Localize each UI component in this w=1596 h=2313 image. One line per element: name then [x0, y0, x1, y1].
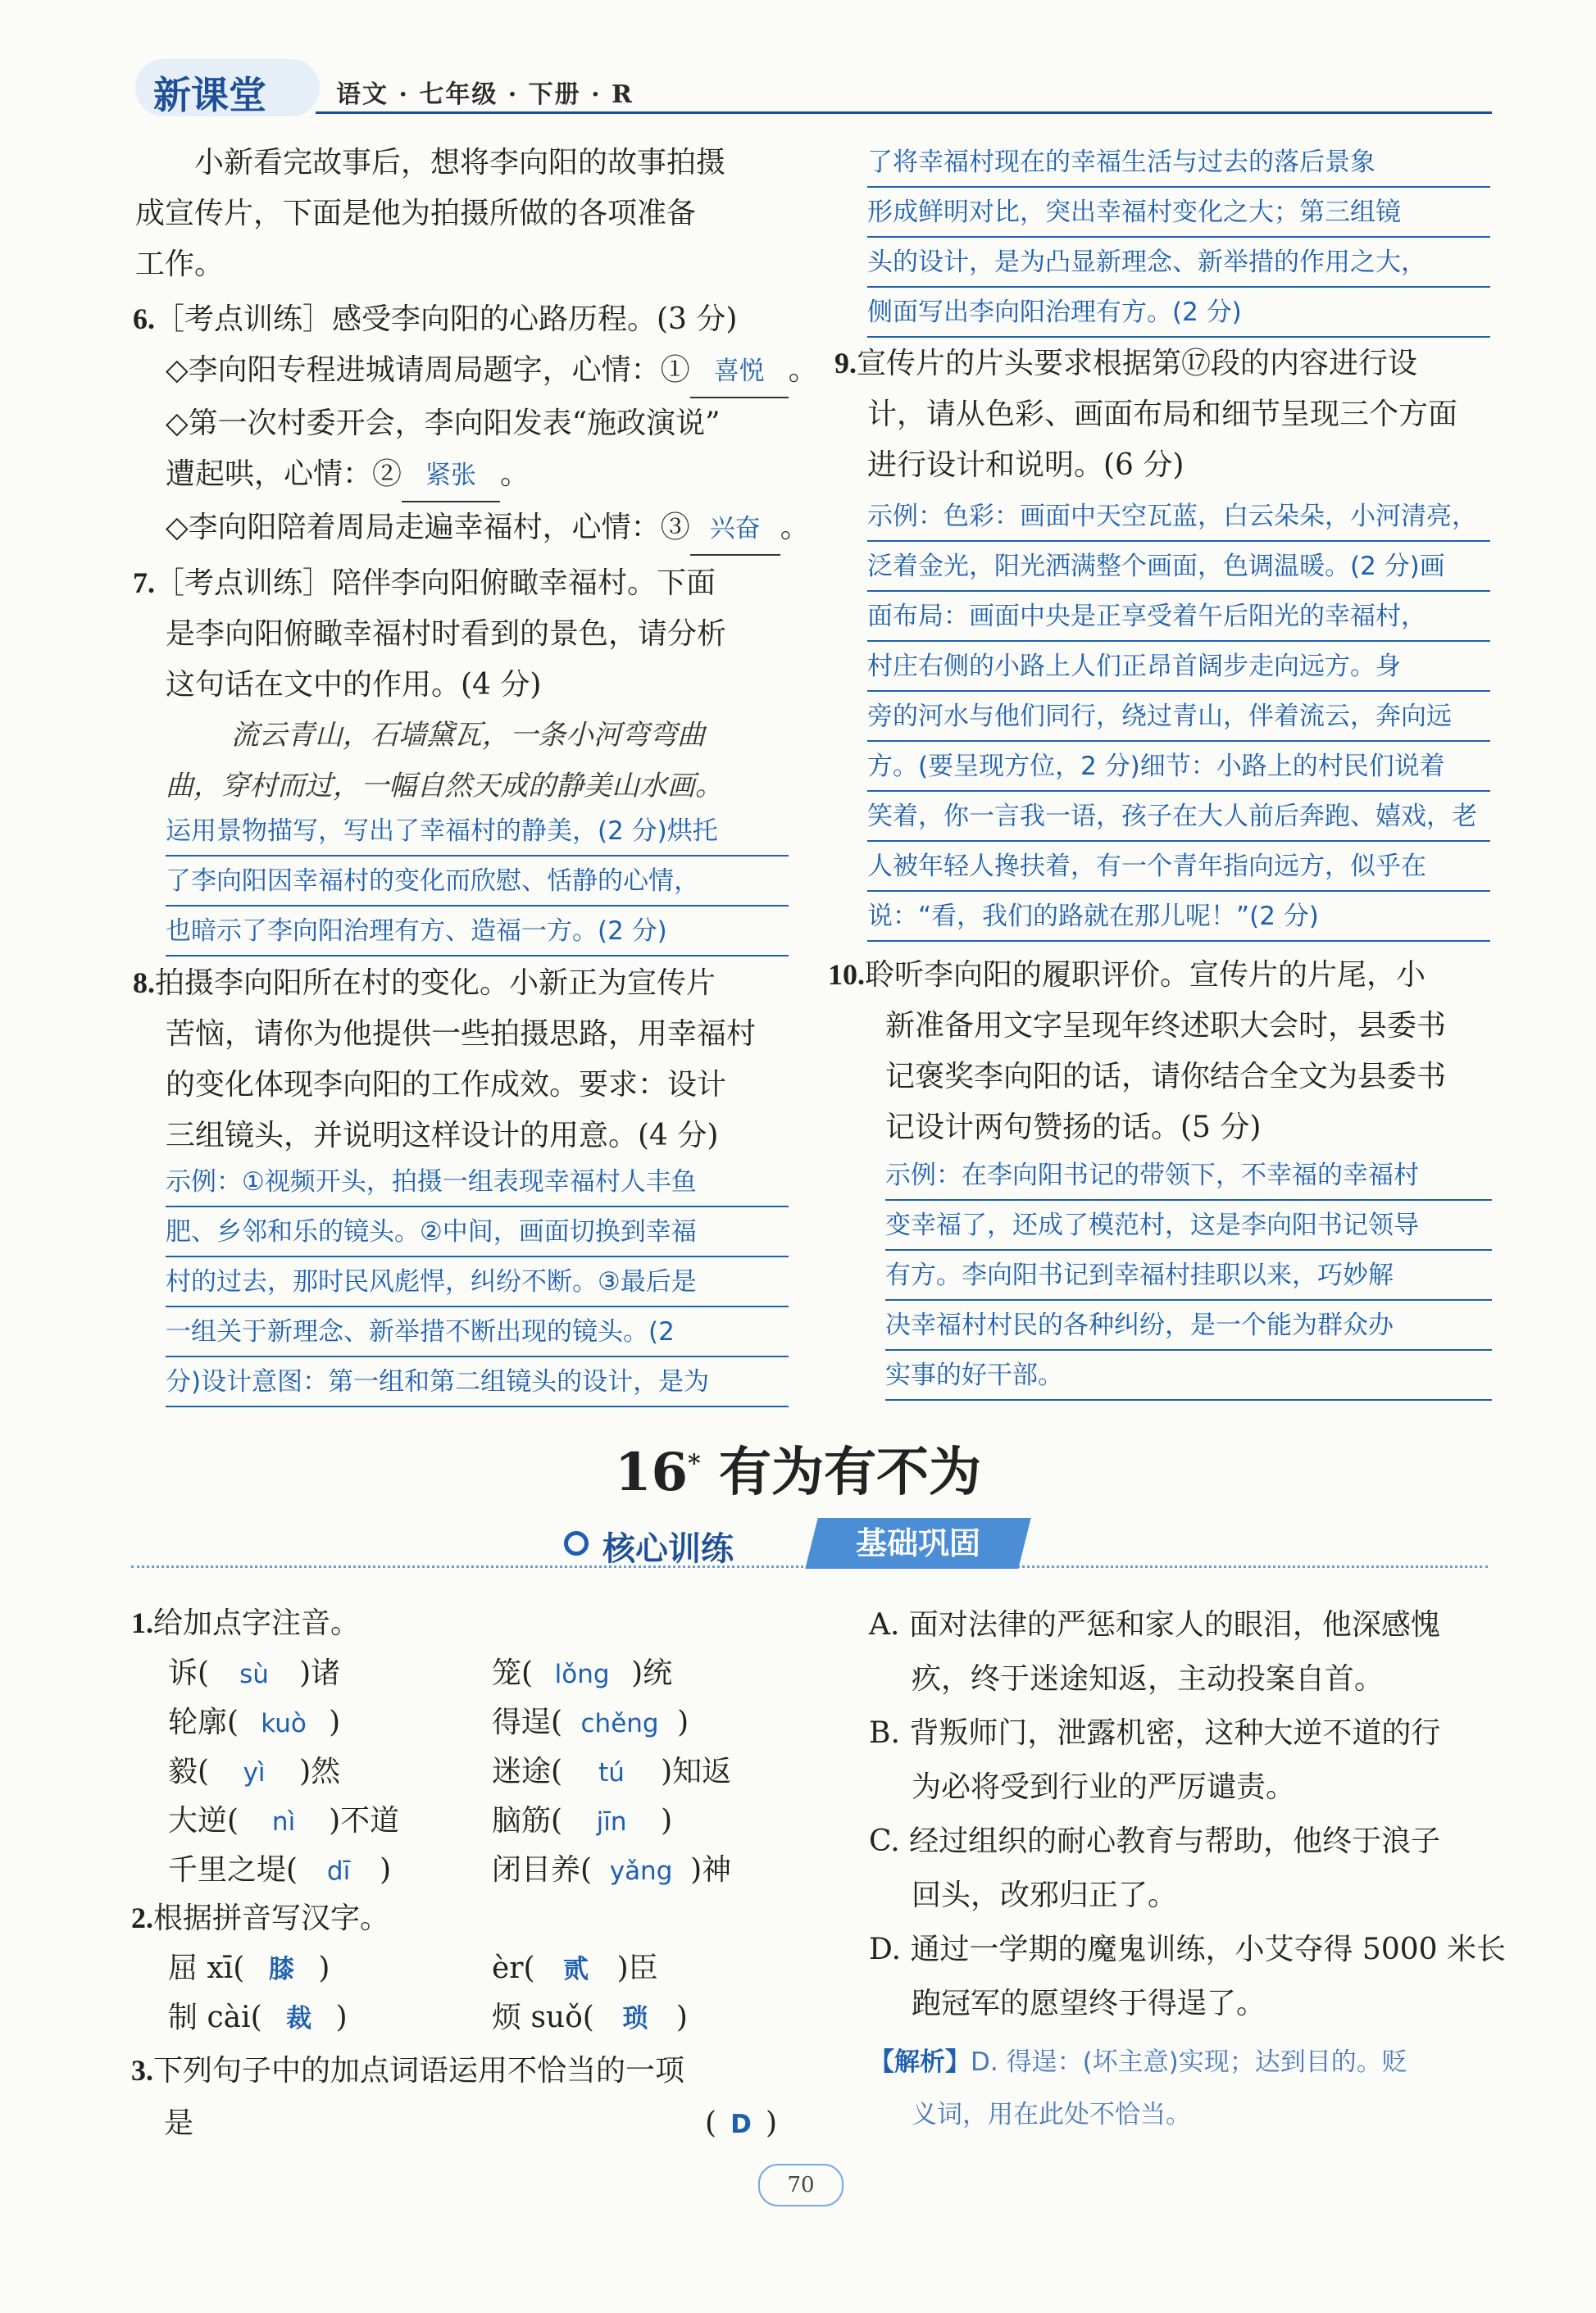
hanzi-grid [168, 1944, 791, 2043]
answer-choice: ( D ) [705, 2106, 778, 2140]
answer-blank: 紧张 [402, 450, 500, 502]
analysis: 【解析】D. 得逞：(坏主意)实现；达到目的。贬 义词，用在此处不恰当。 [869, 2047, 1407, 2129]
question-6: 6.［考点训练］感受李向阳的心路历程。(3 分) ◇李向阳专程进城请周局题字，心情：① 喜悦 。 ◇第一次村委开会，李向阳发表“施政演说” 遭起哄，心情：② 紧张 。 ◇李向阳陪着周局走遍幸福村，心情：③ 兴奋 。 [133, 293, 805, 556]
answer-q9: 示例：色彩：画面中天空瓦蓝，白云朵朵，小河清亮， 泛着金光，阳光洒满整个画面，色调温暖。(2 分)画 面布局：画面中央是正享受着午后阳光的幸福村， 村庄右侧的小路上人们正昂首阔步走向远方。身 旁的河水与他们同行，绕过青山，伴着流云，奔向远 方。(要呈现方位，2 分)细节：小路上的村民们说着 笑着，你一言我一语，孩子在大人前后奔跑、嬉戏，老 人被年轻人搀扶着，有一个青年指向远方，似乎在 说：“看，我们的路就在那儿呢！”(2 分) [867, 492, 1490, 942]
question-10: 10.聆听李向阳的履职评价。宣传片的片尾，小 新准备用文字呈现年终述职大会时，县委书 记褒奖李向阳的话，请你结合全文为县委书 记设计两句赞扬的话。(5 分) [828, 958, 1447, 1144]
question-8: 8.拍摄李向阳所在村的变化。小新正为宣传片 苦恼，请你为他提供一些拍摄思路，用幸福村 的变化体现李向阳的工作成效。要求：设计 三组镜头，并说明这样设计的用意。(4 分) [133, 966, 757, 1152]
pinyin-row: 轮廓( kuò ) 得逞( chěng ) [168, 1706, 689, 1739]
answer-blank: 兴奋 [690, 503, 780, 556]
answer-q8-part2: 了将幸福村现在的幸福生活与过去的落后景象 形成鲜明对比，突出幸福村变化之大；第三组镜 头的设计，是为凸显新理念、新举措的作用之大， 侧面写出李向阳治理有方。(2 分) [867, 138, 1490, 338]
hanzi-row: 屈 xī( 膝 ) èr( 贰 )臣 [168, 1952, 658, 1985]
intro-paragraph: 小新看完故事后，想将李向阳的故事拍摄 成宣传片，下面是他为拍摄所做的各项准备 工作。 [135, 146, 726, 281]
book-subject: 语文 · 七年级 · 下册 · R [336, 80, 634, 109]
pinyin-row: 毅( yì )然 迷途( tú )知返 [168, 1755, 732, 1788]
answer-q7: 运用景物描写，写出了幸福村的静美，(2 分)烘托 了李向阳因幸福村的变化而欣慰、恬静的心情， 也暗示了李向阳治理有方、造福一方。(2 分) [166, 807, 789, 957]
answer-blank: 喜悦 [690, 346, 789, 398]
basic-question-2: 2.根据拼音写汉字。 [131, 1902, 390, 1935]
quoted-passage: 流云青山，石墙黛瓦，一条小河弯弯曲 曲，穿村而过，一幅自然天成的静美山水画。 [166, 719, 723, 802]
hanzi-row: 制 cài( 裁 ) 烦 suǒ( 琐 ) [168, 2001, 688, 2034]
lesson-star: * [688, 1449, 701, 1479]
location-pin-icon [564, 1531, 589, 1556]
brand-logo [135, 59, 320, 116]
pinyin-row: 千里之堤( dī ) 闭目养( yǎng )神 [168, 1853, 732, 1887]
answer-q8-part1: 示例：①视频开头，拍摄一组表现幸福村人丰鱼 肥、乡邻和乐的镜头。②中间，画面切换到幸福 村的过去，那时民风彪悍，纠纷不断。③最后是 一组关于新理念、新举措不断出现的镜头。(2 分)设计意图：第一组和第二组镜头的设计，是为 [166, 1157, 789, 1407]
pinyin-row: 诉( sù )诸 笼( lǒng )统 [168, 1656, 673, 1690]
basic-question-1: 1.给加点字注音。 [131, 1606, 361, 1640]
section-heading: 核心训练 [602, 1530, 734, 1568]
lesson-title [0, 1430, 1596, 1506]
pinyin-grid [168, 1649, 791, 1895]
lesson-number: 16 [614, 1442, 689, 1503]
lesson-name: 有为有不为 [719, 1442, 982, 1503]
pinyin-row: 大逆( nì )不道 脑筋( jīn ) [168, 1804, 673, 1838]
question-9: 9.宣传片的片头要求根据第⑰段的内容进行设 计，请从色彩、画面布局和细节呈现三个方面 进行设计和说明。(6 分) [834, 347, 1458, 482]
answer-q10: 示例：在李向阳书记的带领下，不幸福的幸福村 变幸福了，还成了模范村，这是李向阳书记领导 有方。李向阳书记到幸福村挂职以来，巧妙解 决幸福村村民的各种纠纷，是一个能为群众办 实事的好干部。 [885, 1151, 1492, 1401]
header-divider [316, 111, 1492, 114]
question-7: 7.［考点训练］陪伴李向阳俯瞰幸福村。下面 是李向阳俯瞰幸福村时看到的景色，请分析 这句话在文中的作用。(4 分) [133, 566, 727, 702]
question-stem: ［考点训练］感受李向阳的心路历程。(3 分) [155, 302, 738, 336]
basic-question-3: 3.下列句子中的加点词语运用不恰当的一项 是 ( D ) [131, 2044, 795, 2150]
section-tag: 基础巩固 [805, 1518, 1030, 1569]
page-number: 70 [758, 2164, 843, 2206]
options-list: A. 面对法律的严惩和家人的眼泪，他深感愧 疚，终于迷途知返，主动投案自首。 B. 背叛师门，泄露机密，这种大逆不道的行 为必将受到行业的严厉谴责。 C. 经过组织的耐心教育与帮助，他终于浪子 回头，改邪归正了。 D. 通过一学期的魔鬼训练，小艾夺得 5000 米长 跑冠军的愿望终于得逞了。 [869, 1608, 1506, 2020]
logo-text: 新课堂 [153, 73, 266, 117]
